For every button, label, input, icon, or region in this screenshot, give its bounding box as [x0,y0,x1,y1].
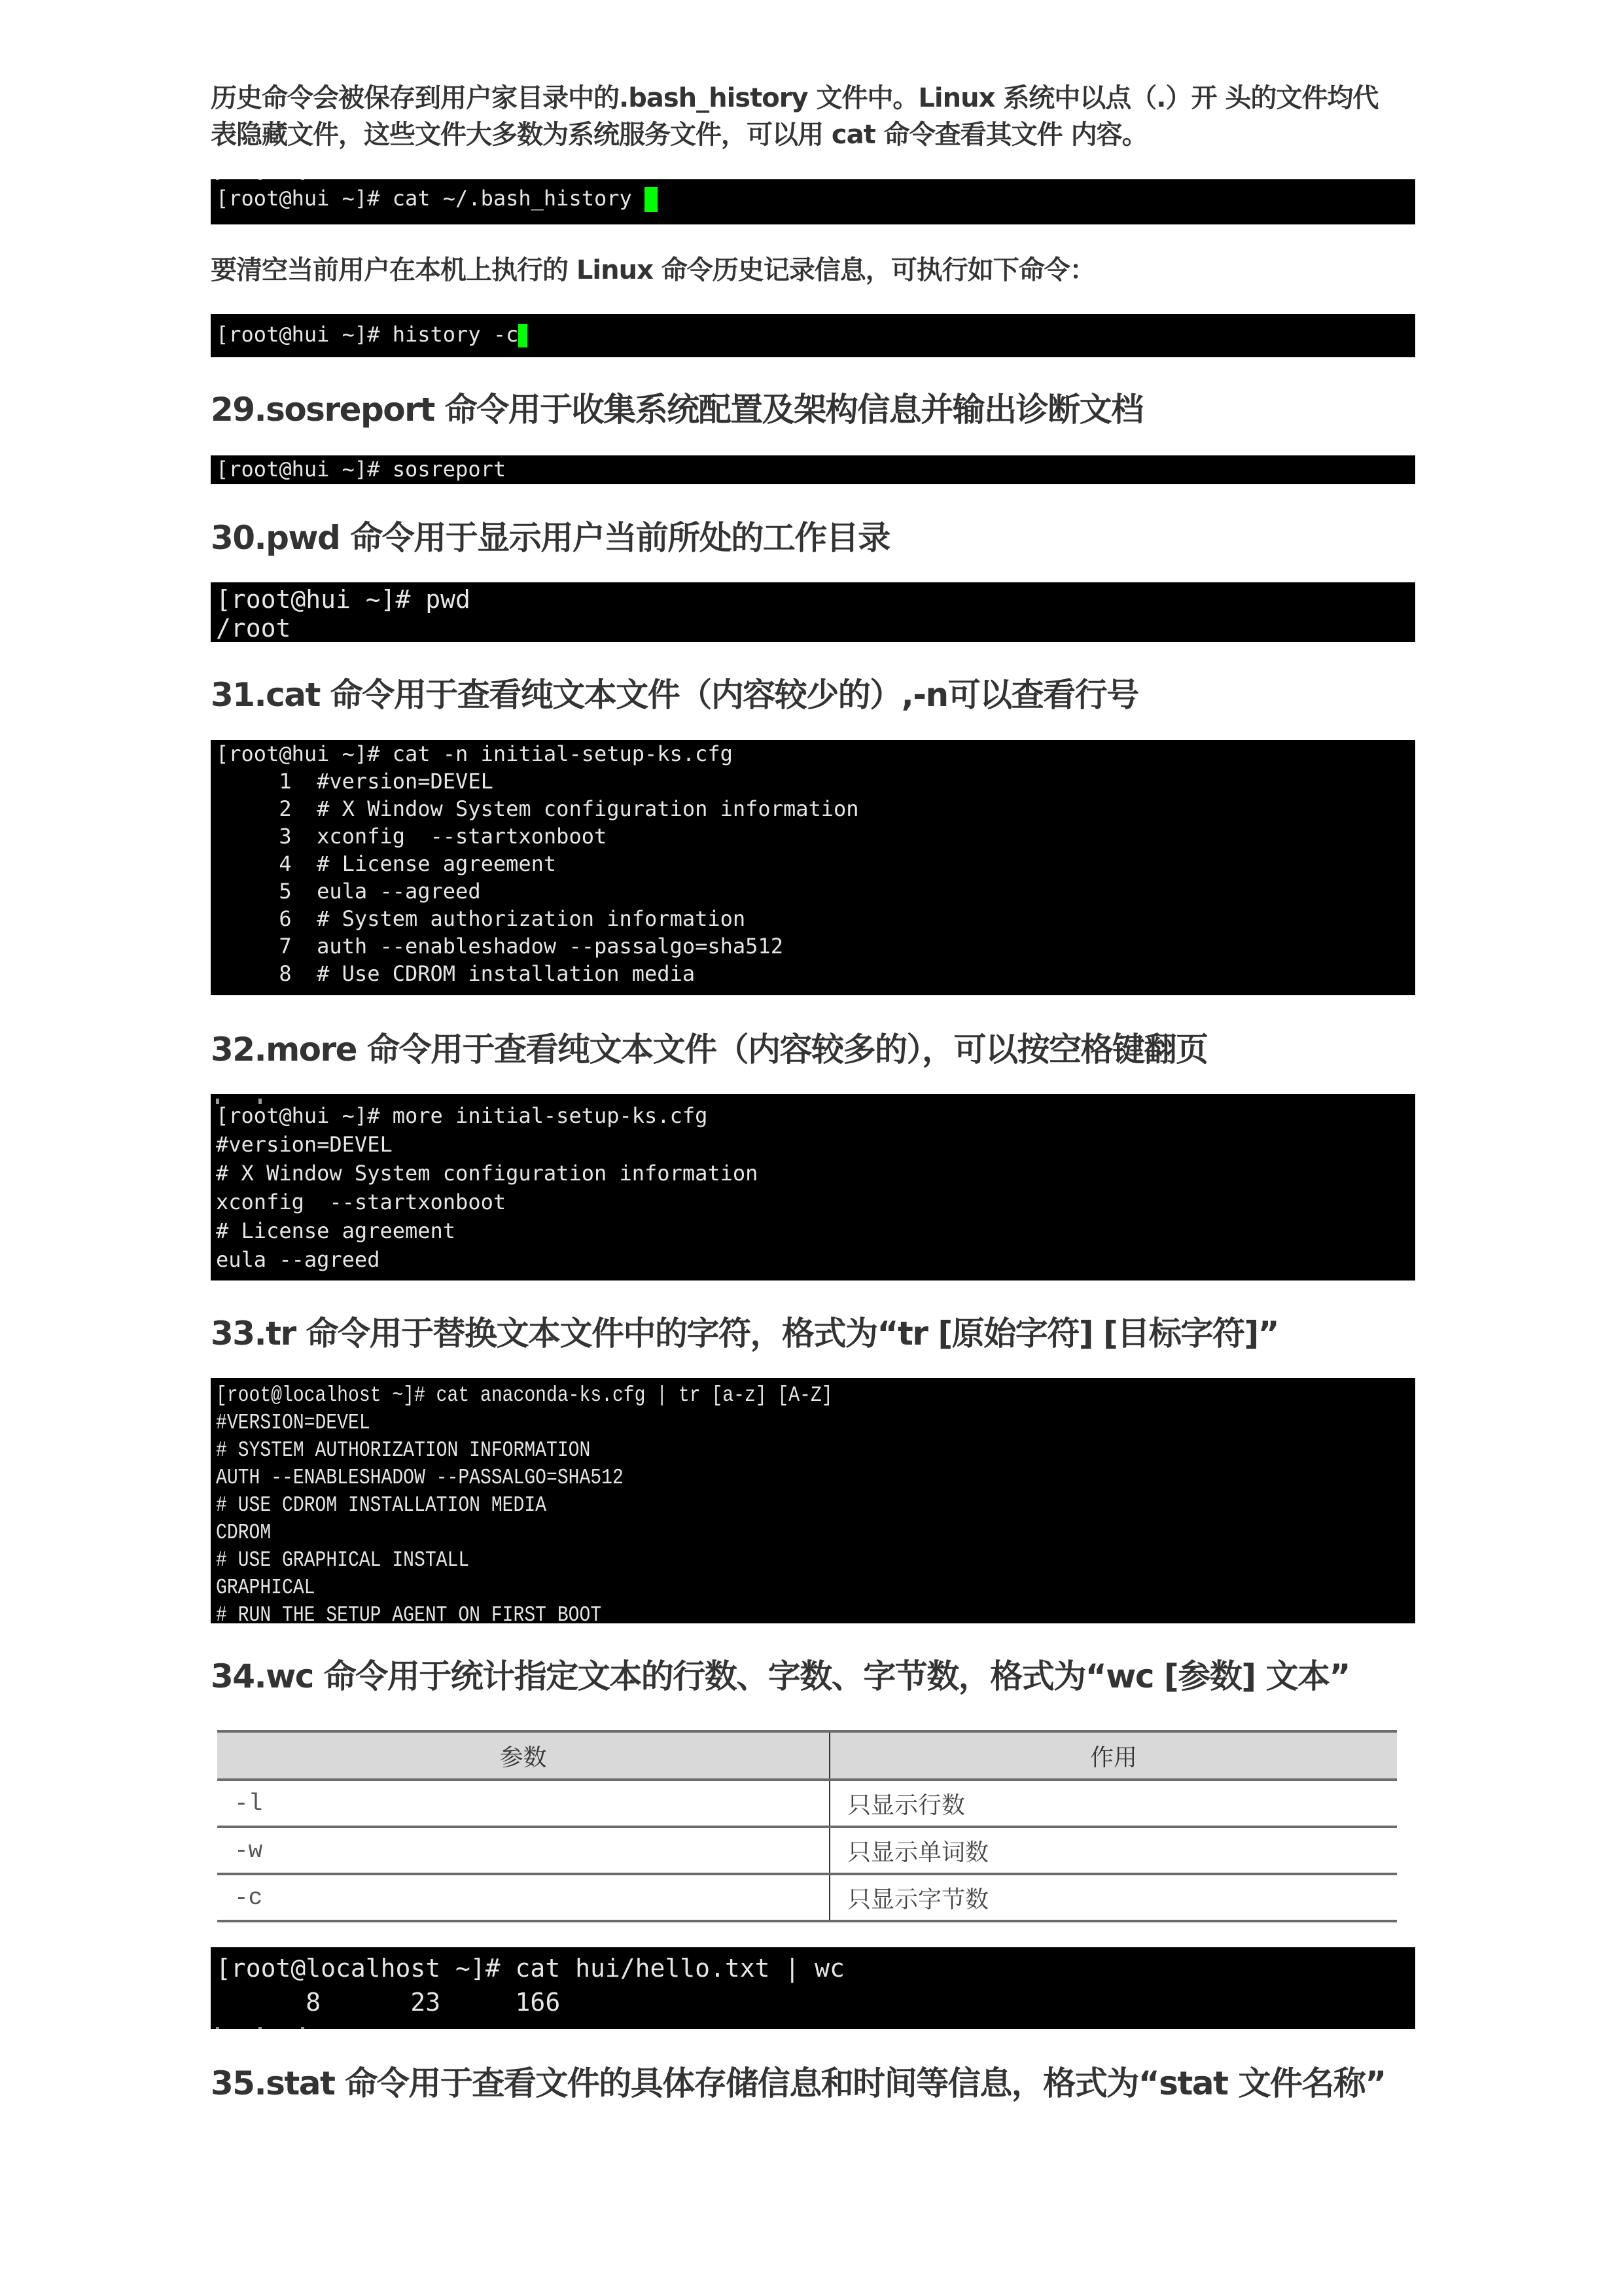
intro-paragraph-line-2: 表隐藏文件，这些文件大多数为系统服务文件，可以用 cat 命令查看其文件 内容。 [211,120,1148,150]
table-cell-param: -c [217,1874,830,1921]
table-row [217,1827,1397,1874]
table-cell-function: 只显示字节数 [830,1874,1397,1921]
clear-history-note: 要清空当前用户在本机上执行的 Linux 命令历史记录信息，可执行如下命令： [211,255,1095,285]
table-cell-param: -l [217,1780,830,1827]
table-cell-param: -w [217,1827,830,1874]
section-heading-33: 33.tr 命令用于替换文本文件中的字符，格式为“tr [原始字符] [目标字符]” [211,1315,1279,1352]
table-cell-function: 只显示单词数 [830,1827,1397,1874]
terminal-line: [root@hui ~]# more initial-setup-ks.cfg [216,1103,708,1128]
section-heading-32: 32.more 命令用于查看纯文本文件（内容较多的），可以按空格键翻页 [211,1031,1208,1069]
terminal-history-clear [211,314,1415,357]
section-heading-29: 29.sosreport 命令用于收集系统配置及架构信息并输出诊断文档 [211,391,1143,429]
terminal-line: # USE GRAPHICAL INSTALL [216,1548,470,1572]
wc-parameters-table [217,1730,1397,1922]
terminal-cursor [644,187,658,212]
terminal-line: # License agreement [216,1218,456,1243]
terminal-line: #VERSION=DEVEL [216,1411,370,1435]
table-row [217,1780,1397,1827]
terminal-line [216,186,658,212]
terminal-pwd [211,582,1415,642]
section-heading-34: 34.wc 命令用于统计指定文本的行数、字数、字节数，格式为“wc [参数] 文本” [211,1657,1350,1695]
terminal-line [216,322,527,347]
table-header-function: 作用 [830,1731,1397,1780]
terminal-line: 2 # X Window System configuration information [216,796,859,821]
terminal-line: 3 xconfig --startxonboot [216,824,607,849]
terminal-line: # RUN THE SETUP AGENT ON FIRST BOOT [216,1603,602,1623]
terminal-command: [root@hui ~]# history -c [216,322,519,347]
terminal-line: xconfig --startxonboot [216,1190,506,1214]
terminal-cat-n [211,740,1415,995]
terminal-next-line-fragment [216,2023,386,2029]
terminal-line: # X Window System configuration information [216,1161,758,1186]
terminal-line: 7 auth --enableshadow --passalgo=sha512 [216,934,783,959]
terminal-line: [root@hui ~]# cat -n initial-setup-ks.cfg [216,741,733,766]
terminal-tr [211,1378,1415,1623]
terminal-line: [root@localhost ~]# cat hui/hello.txt | wc [216,1954,845,1983]
terminal-line: # SYSTEM AUTHORIZATION INFORMATION [216,1438,591,1462]
terminal-line: [root@localhost ~]# cat anaconda-ks.cfg | tr [a-z] [A-Z] [216,1383,833,1407]
table-header-row [217,1731,1397,1780]
terminal-line: GRAPHICAL [216,1576,315,1600]
terminal-line: AUTH --ENABLESHADOW --PASSALGO=SHA512 [216,1466,624,1490]
terminal-line: [root@hui ~]# sosreport [216,457,506,482]
terminal-bash-history [211,179,1415,224]
section-heading-30: 30.pwd 命令用于显示用户当前所处的工作目录 [211,519,890,557]
terminal-previous-line-fragment [216,1094,386,1101]
table-cell-function: 只显示行数 [830,1780,1397,1827]
terminal-cursor [518,324,527,347]
table-row [217,1874,1397,1921]
terminal-sosreport [211,455,1415,484]
intro-paragraph-line-1: 历史命令会被保存到用户家目录中的.bash_history 文件中。Linux 系统中以点（.）开 头的文件均代 [211,83,1379,113]
terminal-line: eula --agreed [216,1247,380,1272]
terminal-line: 8 # Use CDROM installation media [216,961,696,986]
terminal-line: 8 23 166 [216,1988,561,2017]
terminal-line: 1 #version=DEVEL [216,769,493,794]
terminal-line: CDROM [216,1521,272,1545]
section-heading-35: 35.stat 命令用于查看文件的具体存储信息和时间等信息，格式为“stat 文件名称” [211,2064,1386,2102]
section-heading-31: 31.cat 命令用于查看纯文本文件（内容较少的）,-n可以查看行号 [211,676,1138,714]
terminal-wc [211,1947,1415,2029]
table-header-param: 参数 [217,1731,830,1780]
terminal-line: 6 # System authorization information [216,906,746,931]
terminal-line: 4 # License agreement [216,851,557,876]
terminal-line: #version=DEVEL [216,1132,393,1157]
terminal-line: # USE CDROM INSTALLATION MEDIA [216,1493,546,1517]
terminal-line: 5 eula --agreed [216,879,481,904]
terminal-line: /root [216,614,291,642]
terminal-line: [root@hui ~]# pwd [216,585,470,614]
terminal-more [211,1094,1415,1280]
terminal-command: [root@hui ~]# cat ~/.bash_history [216,186,645,211]
